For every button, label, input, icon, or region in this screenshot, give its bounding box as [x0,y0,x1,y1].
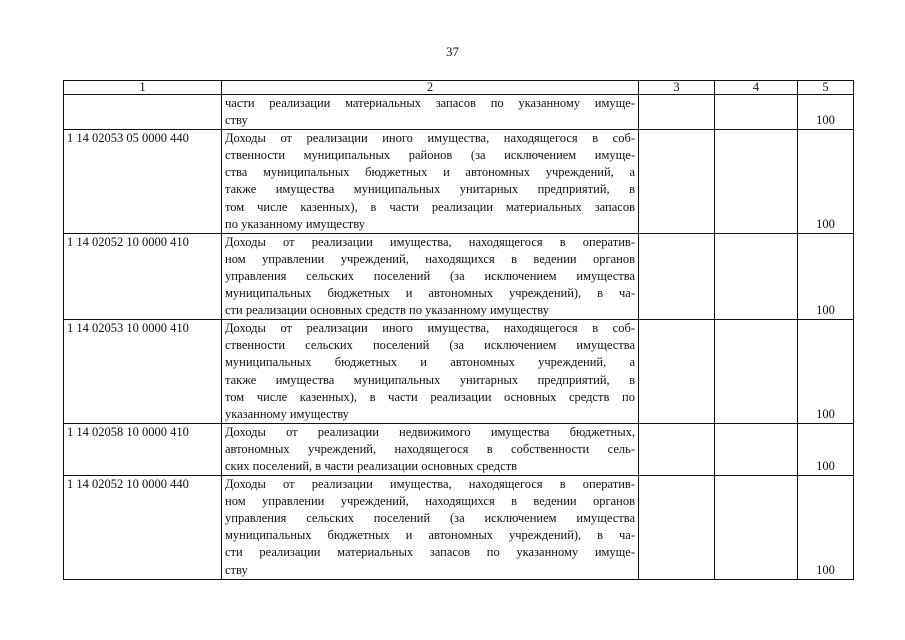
column-5-cell: 100 [798,423,854,475]
revenue-description [222,320,639,424]
description-line: по указанному имуществу [225,216,365,231]
description-line: муниципальных бюджетных и автономных учреждений, а [225,355,635,370]
description-line: ству [225,562,248,577]
revenue-description [222,476,639,580]
column-header-1: 1 [64,81,222,95]
budget-classification-code: 1 14 02053 05 0000 440 [64,130,222,234]
description-line: ства муниципальных бюджетных и автономных учреждений, а [225,165,635,180]
description-line: ном управлении учреждений, находящихся в ведении органов [225,251,635,266]
table-row [64,233,854,319]
budget-classification-code [64,95,222,130]
column-3-cell [639,233,715,319]
description-line: ственности муниципальных районов (за исключением имуще- [225,148,635,163]
budget-classification-code: 1 14 02052 10 0000 410 [64,233,222,319]
description-line: сти реализации материальных запасов по указанному имуще- [225,545,635,560]
description-line: Доходы от реализации иного имущества, находящегося в соб- [225,131,635,146]
description-line: управления сельских поселений (за исключением имущества [225,268,635,283]
description-line: сти реализации основных средств по указанному имуществу [225,303,550,318]
column-3-cell [639,476,715,580]
budget-classification-code: 1 14 02058 10 0000 410 [64,423,222,475]
description-line: указанному имуществу [225,406,349,421]
column-4-cell [715,130,798,234]
column-3-cell [639,320,715,424]
description-line: муниципальных бюджетных и автономных учреждений), в ча- [225,286,635,301]
description-line: ских поселений, в части реализации основных средств [225,458,518,473]
description-line: муниципальных бюджетных и автономных учреждений), в ча- [225,528,635,543]
column-5-cell: 100 [798,95,854,130]
description-line: управления сельских поселений (за исключением имущества [225,511,635,526]
description-line: части реализации материальных запасов по указанному имуще- [225,96,635,110]
column-5-cell: 100 [798,233,854,319]
table-row [64,95,854,130]
table-row [64,320,854,424]
table-row [64,130,854,234]
revenue-description [222,95,639,130]
column-3-cell [639,95,715,130]
budget-classification-code: 1 14 02053 10 0000 410 [64,320,222,424]
description-line: Доходы от реализации недвижимого имущества бюджетных, [225,424,635,439]
column-4-cell [715,476,798,580]
column-header-3: 3 [639,81,715,95]
column-3-cell [639,423,715,475]
column-5-cell: 100 [798,130,854,234]
column-4-cell [715,423,798,475]
revenue-description [222,130,639,234]
column-4-cell [715,95,798,130]
column-header-2: 2 [222,81,639,95]
column-5-cell: 100 [798,320,854,424]
revenue-code-table [63,80,854,580]
description-line: также имущества муниципальных унитарных предприятий, в [225,372,635,387]
description-line: автономных учреждений, находящегося в собственности сель- [225,441,635,456]
column-4-cell [715,320,798,424]
column-header-5: 5 [798,81,854,95]
description-line: Доходы от реализации имущества, находящегося в оператив- [225,234,635,249]
description-line: ственности сельских поселений (за исключением имущества [225,338,635,353]
description-line: Доходы от реализации иного имущества, находящегося в соб- [225,321,635,336]
table-row [64,423,854,475]
description-line: том числе казенных), в части реализации основных средств по [225,389,635,404]
description-line: ству [225,113,248,128]
description-line: том числе казенных), в части реализации материальных запасов [225,199,635,214]
revenue-description [222,233,639,319]
column-header-4: 4 [715,81,798,95]
description-line: ном управлении учреждений, находящихся в ведении органов [225,494,635,509]
column-4-cell [715,233,798,319]
description-line: также имущества муниципальных унитарных предприятий, в [225,182,635,197]
table-row [64,476,854,580]
revenue-description [222,423,639,475]
description-line: Доходы от реализации имущества, находящегося в оператив- [225,477,635,492]
table-header-row [64,81,854,95]
column-3-cell [639,130,715,234]
budget-classification-code: 1 14 02052 10 0000 440 [64,476,222,580]
page-number: 37 [446,44,459,59]
column-5-cell: 100 [798,476,854,580]
